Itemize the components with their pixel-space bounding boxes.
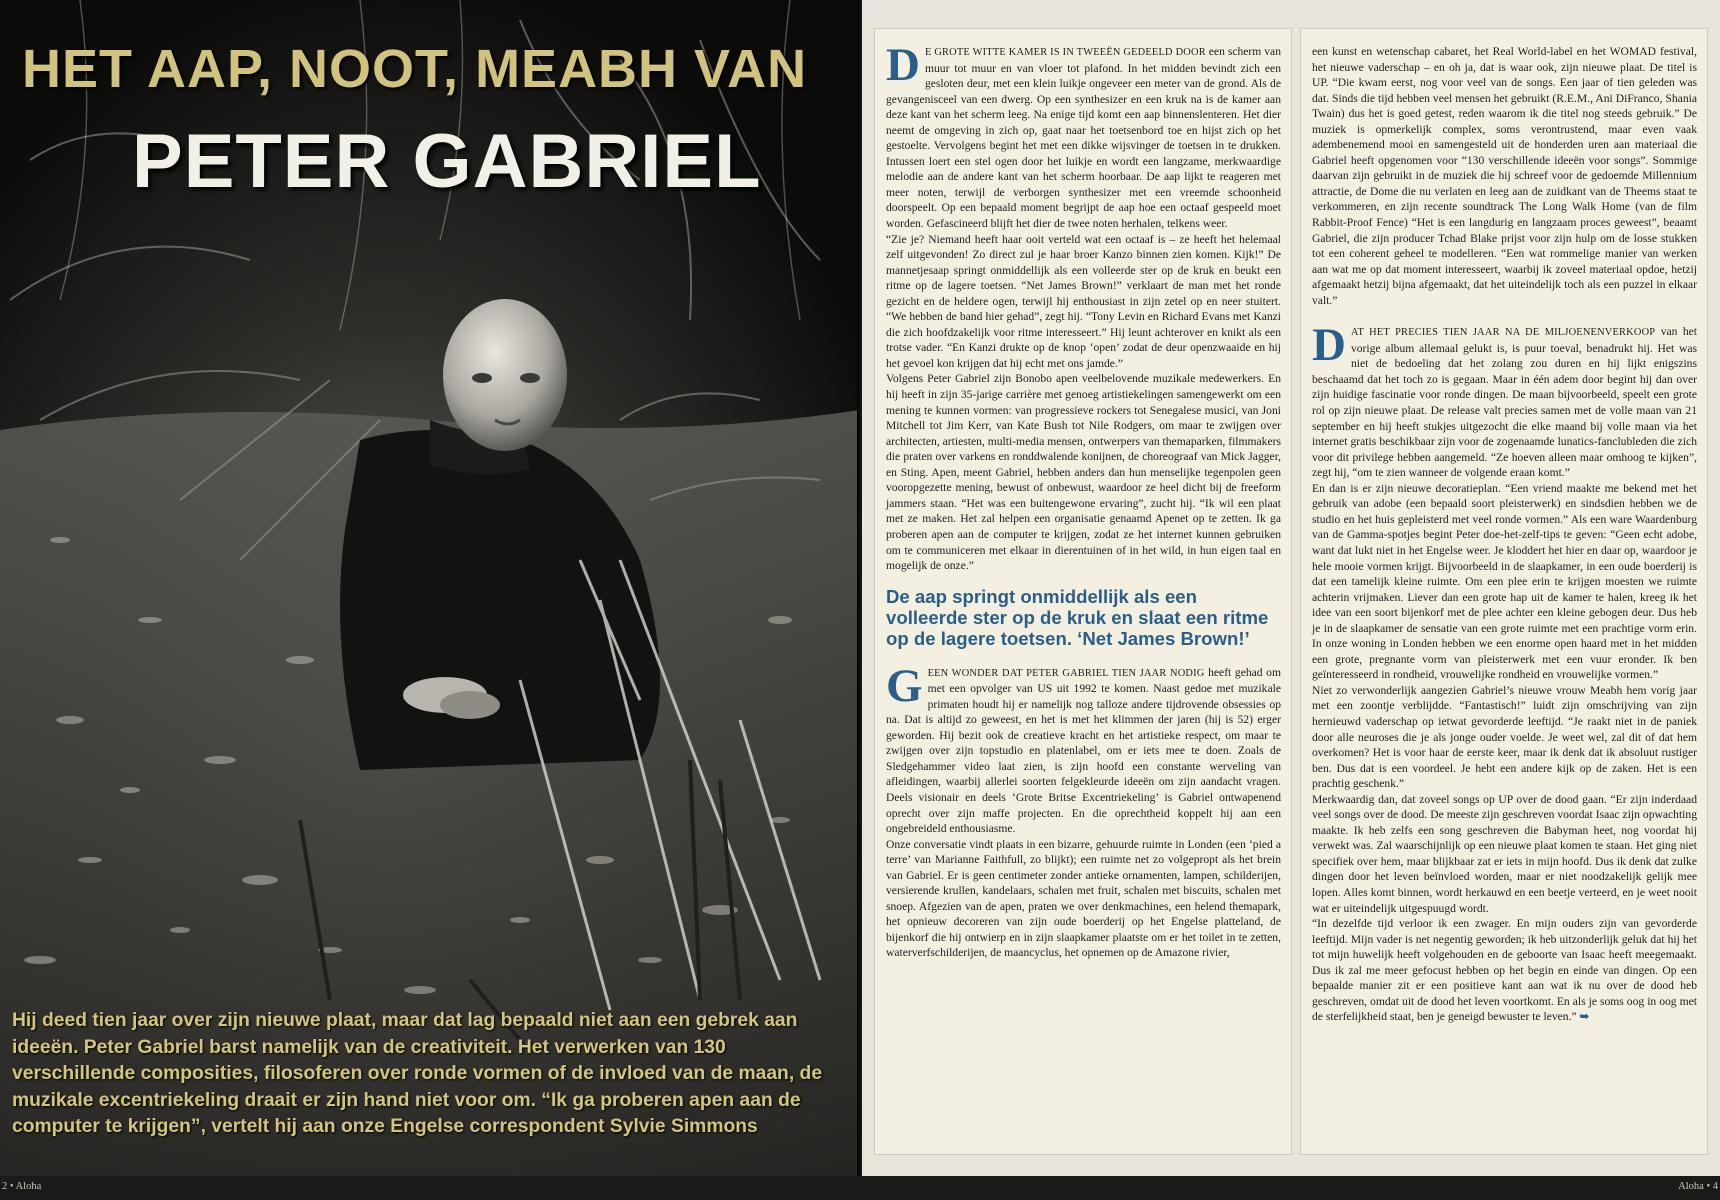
left-folio: 2 • Aloha (2, 1181, 42, 1192)
section-gap (1312, 308, 1697, 324)
right-folio: Aloha • 4 (1678, 1181, 1718, 1192)
section-3-paragraph (1312, 319, 1697, 480)
paragraph-text: een scherm van muur tot muur en van vloer tot plafond. In het midden bevindt zich een gesloten deur, met een klein luikje ongeveer een meter van de grond. Als de gevangenisceel van een dwerg. Op een synthesizer en een kruk na is de kamer aan deze kant van het scherm leeg. Na enige tijd komt een aap binnenslenteren. Het dier neemt de omgeving in zich op, gaat naar het toetsenbord toe en hijst zich op het gestoelte. Vervolgens begint het met een dikke wijsvinger de toetsen in te drukken. Intussen loert een stel ogen door het luikje en wordt een langzame, merkwaardige melodie aan de andere kant van het scherm hoorbaar. De aap lijkt te reageren met meer noten, terwijl de verborgen synthesizer met een vreemde schoonheid doorspeelt. Op een bepaald moment begrijpt de aap hoe een octaaf gespeeld moet worden. Gefascineerd blijft het dier de twee noten herhalen, telkens weer. (886, 45, 1281, 231)
page-footer (0, 1176, 1720, 1200)
final-paragraph (1312, 916, 1697, 1025)
section-2-paragraph (886, 659, 1282, 837)
paragraph: een kunst en wetenschap cabaret, het Real World-label en het WOMAD festival, het nieuwe vaderschap – en oh ja, dat is waar ook, zijn nieuwe plaat. De titel is UP. “Die kwam eerst, nog voor veel van de songs. Een jaar of tien geleden was dat. Sinds die tijd hebben veel mensen het gebruikt (R.E.M., Ani DiFranco, Shania Twain) dus het is goed getest, reden waarom ik die titel nog steeds gebruik.” De muziek is opmerkelijk complex, soms verontrustend, maar even vaak adembenemend mooi en samengesteld uit de honderden uren aan materiaal die Gabriel heeft opgenomen voor “130 verschillende ideeën voor songs”. Sommige daarvan zijn gebruikt in de muziek die hij schreef voor de gedoemde Millennium attractie, de Dome die nu verlaten en leeg aan de zuidkant van de Theems staat te verkommeren, en zijn recente soundtrack The Long Walk Home (van de film Rabbit-Proof Fence) “Het is een langdurig en langzaam proces geweest”, beaamt Gabriel, die zijn producer Tchad Blake prijst voor zijn hulp om de losse stukken tot een coherent geheel te modelleren. “Een wat rommelige manier van werken aan wat me op dat moment interesseert, waarbij ik zoveel materiaal opdoe, hetzij afgemaakt hetzij bijna afgemaakt, dat het uiteindelijk toch als een puzzel in elkaar valt.” (1312, 45, 1697, 307)
paragraph: Volgens Peter Gabriel zijn Bonobo apen veelbelovende muzikale medewerkers. En hij heeft in zijn 35-jarige carrière met genoeg artistiekelingen samengewerkt om een mening te kunnen vormen: van progressieve rockers tot Senegalese musici, van Joni Mitchell tot Jim Kerr, van Kate Bush tot Nile Rodgers, om maar te zwijgen over architecten, artiesten, multi-media mensen, ontwerpers van themaparken, filmmakers die praten over varkens en ronddwalende konijnen, de choreograaf van Mick Jagger, en Sting. Apen, meent Gabriel, hebben anders dan hun menselijke tegenpolen geen vooropgezette mening, bewust of onbewust, waardoor ze heel dicht bij de freeform jammers staan. “Het was een buitengewone ervaring”, zucht hij. “Ik wil een plaat met ze maken. Het zal helpen een organisatie genaamd Apenet op te zetten. Ik ga proberen apen aan de computer te krijgen, zodat ze het internet kunnen gebruiken om te communiceren met elkaar in dierentuinen of in het wild, in hun eigen taal en mogelijk de onze.” (886, 372, 1282, 573)
paragraph: Niet zo verwonderlijk aangezien Gabriel’s nieuwe vrouw Meabh hem vorig jaar met een zoontje verblijdde. “Fantastisch!” luidt zijn omschrijving van zijn hernieuwd vaderschap op ietwat gevorderde leeftijd. “Je raakt niet in de paniek door alle neuroses die je als jonge ouder voelde. Je weet wel, zal dit of dat hem overkomen? Het is voor haar de eerste keer, maar ik denk dat ik absoluut rustiger ben. Dus dat is een voordeel. Je hebt een andere kijk op de zaken. Het is een prachtig geschenk.” (1312, 683, 1697, 791)
paragraph-text: heeft gehad om met een opvolger van US uit 1992 te komen. Naast gedoe met muzikale primaten houdt hij er namelijk nog talloze andere tijdrovende obsessies op na. Dat is altijd zo geweest, en het is met het klimmen der jaren (hij is 52) erger geworden. Hij bezit ook de creatieve kracht en het artistieke respect, om maar te zwijgen over zijn topstudio en platenlabel, om er iets mee te doen. Zoals de Sledgehammer video laat zien, is zijn hoofd een constante werveling van afleidingen, waarbij allerlei soorten felgekleurde ideeën om zijn aandacht vragen. Deels visionair en deels ‘Grote Britse Excentriekeling’ is Gabriel ontwapenend oprecht over zijn maffe projecten. En die oprechtheid koppelt hij aan een ongebreideld enthousiasme. (886, 665, 1282, 836)
cover-photo (0, 0, 860, 1176)
paragraph: En dan is er zijn nieuwe decoratieplan. “Een vriend maakte me bekend met het gebruik van adobe (een bepaald soort pleisterwerk) en sindsdien hebben we de studio en het huis gepleisterd met veel ronde vormen.” Als een ware Waardenburg van de Gamma-spotjes begint Peter doe-het-zelf-tips te geven: “Geen echt adobe, want dat lukt niet in het Engelse weer. Je kloddert het hier en daar op, waardoor je hele mooie vormen krijgt. Bijvoorbeeld in de slaapkamer, in een oude boerderij is dat een tamelijk kleine ruimte. Om een plee erin te krijgen moesten we ruimte achterin vrijmaken. Liever dan een grote hap uit de kamer te halen, kreeg ik het idee van een soort bijenkorf met de plee achter een kleine gebogen deur. Dus heb je in de slaapkamer de sensatie van een grote ruimte met een prachtige vorm erin. In onze woning in Londen hebben we een enorme open haard met in het midden een grote, pregnante vorm van pleisterwerk met een vuur eronder. Ik ben geïnteresseerd in rondheid, vrouwelijke rondheid en vrouwelijke vormen.” (1312, 481, 1697, 682)
pull-quote: De aap springt onmiddellijk als een volleerde ster op de kruk en slaat een ritme op de lagere toetsen. ‘Net James Brown!’ (886, 585, 1269, 649)
drop-cap: G (886, 659, 923, 712)
article-column-2 (1300, 28, 1708, 1155)
intro-text: Hij deed tien jaar over zijn nieuwe plaat, maar dat lag bepaald niet aan een gebrek aan ideeën. Peter Gabriel barst namelijk van de creativiteit. Het verwerken van 130 verschillende composities, filosoferen over ronde vormen of de invloed van de maan, de muzikale excentriekeling draait er zijn hand niet voor om. “Ik ga proberen apen aan de computer te krijgen”, vertelt hij aan onze Engelse correspondent Sylvie Simmons (12, 1010, 823, 1137)
drop-cap: D (886, 39, 920, 91)
paragraph: Merkwaardig dan, dat zoveel songs op UP over de dood gaan. “Er zijn inderdaad veel songs over de dood. De meeste zijn geschreven voordat Isaac zijn opwachting maakte. Ik heb zelfs een song geschreven die Babyman heet, nog voordat hij verwekt was. Zal waarschijnlijk op een nieuwe plaat komen te staan. Het ging niet specifiek over hem, maar blijkbaar zat er iets in mijn hoofd. Dus ik denk dat zulke dingen door het leven beïnvloed worden, maar er niet noodzakelijk gelijk mee lopen. Alles komt binnen, wordt herkauwd en een beetje verteerd, en je weet nooit wat er uiteindelijk uitgespuugd wordt. (1312, 792, 1697, 915)
headline-line-1: HET AAP, NOOT, MEABH VAN (22, 39, 808, 99)
end-arrow-icon: ➥ (1579, 1010, 1590, 1024)
paragraph-text: van het vorige album allemaal gelukt is, is puur toeval, benadrukt hij. Het was niet de bedoeling dat het zolang zou duren en hij lijkt enigszins beschaamd dat het toch zo is gegaan. Maar in één adem door begint hij dan over zijn huidige fascinatie voor ronde dingen. De maan bijvoorbeeld, speelt een grote rol op zijn nieuwe plaat. De release valt precies samen met de volle maan van 21 september en hij heeft stukjes uitgezocht die elke maand bij volle maan via het internet gratis beschikbaar zijn voor de zogenaamde lunatics-fanclubleden die zich voor dit privilege hebben aangemeld. “Ze hoeven alleen maar omhoog te kijken”, zegt hij, “om te zien wanneer de volgende eraan komt.” (1312, 325, 1697, 480)
paragraph: “Zie je? Niemand heeft haar ooit verteld wat een octaaf is – ze heeft het helemaal zelf uitgevonden! Zo direct zul je haar broer Kanzo binnen zien komen. Kijk!” De mannetjesaap springt onmiddellijk als een volleerde ster op de kruk en beukt een ritme op de lagere toetsen. “Net James Brown!” verklaart de man met het ronde gezicht en de heldere ogen, terwijl hij enthousiast in zijn zetel op en neer stuitert. “We hebben de band hier gehad”, zegt hij. “Tony Levin en Richard Evans met Kanzi die zich hoofdzakelijk voor ritme interesseert.” Hij leunt achterover en knikt als een trotse vader. “En Kanzi drukte op de knop ‘open’ zodat de deur openzwaaide en hij het gevoel kon krijgen dat hij echt met ons jamde.” (886, 232, 1281, 370)
article-page (862, 0, 1720, 1176)
paragraph-text: “In dezelfde tijd verloor ik een zwager. En mijn ouders zijn van gevorderde leeftijd. Mijn vader is net negentig geworden; ik heb uitzonderlijk geluk dat hij het tot mijn huwelijk heeft volgehouden en de geboorte van Isaac heeft meegemaakt. Dus ik zal me meer gefocust hebben op het begin en einde van dingen. Op een bepaalde manier zit er een positieve kant aan wat ik nu over de dood heb geschreven, omdat uit de dood het leven voortkomt. En als je soms oog in oog met de sterfelijkheid staat, ben je geneigd bewuster te leven.” (1312, 917, 1697, 1024)
lead-in: EEN WONDER DAT PETER GABRIEL TIEN JAAR NODIG (927, 667, 1205, 679)
headline-line-2: PETER GABRIEL (132, 119, 762, 204)
article-column-1 (874, 28, 1292, 1155)
paragraph: Onze conversatie vindt plaats in een bizarre, gehuurde ruimte in Londen (een ‘pied a terre’ van Marianne Faithfull, zo blijkt); een ruimte net zo volgepropt als het brein van Gabriel. Er is geen centimeter zonder antieke ornamenten, lampen, schilderijen, versierende krullen, kandelaars, schalen met fruit, schalen met biscuits, schalen met snoep. Afgezien van de apen, praten we over denkmachines, een helend themapark, het opnieuw decoreren van zijn oude boerderij op het Engelse platteland, de bijenkorf die hij ontwierp en in zijn slaapkamer plaatste om er het toilet in te zetten, waterverfschilderijen, de maancyclus, het opnemen op de Amazone rivier, (886, 837, 1281, 960)
lead-in: E GROTE WITTE KAMER IS IN TWEEËN GEDEELD DOOR (924, 47, 1206, 58)
drop-cap: D (1312, 319, 1346, 372)
section-1-paragraph (886, 39, 1281, 232)
lead-in: AT HET PRECIES TIEN JAAR NA DE MILJOENENVERKOOP (1350, 327, 1656, 339)
